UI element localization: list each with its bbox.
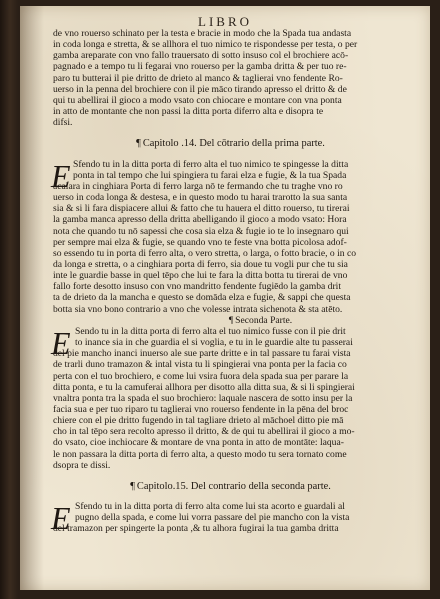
text-line: fallo forte desotto insuso con vno mandritto fendente fugiēdo la gamba drit xyxy=(53,281,342,293)
text-line: la gamba manca apresso della dritta abelligando il gioco a modo vsato: Hora xyxy=(53,214,347,226)
text-line: uerso in la penna del brochiere con il pie māco tirando apresso el dritto & de xyxy=(53,83,347,95)
text-line: Sfendo tu in la ditta porta di ferro alta come lui sta acorto e guardali al xyxy=(75,501,345,513)
page-text xyxy=(53,28,408,535)
section-heading xyxy=(53,315,408,326)
text-line: gamba areparate con vno fallo trauersato di sotto insuso col el brochiere acō- xyxy=(53,50,349,62)
text-line: paro tu butterai il pie dritto de drieto al manco & taglierai vno fendente Ro- xyxy=(53,72,343,84)
text-line: del pie mancho inanci inuerso ale sue parte dritte e in tal passare tu farai vista xyxy=(53,348,351,360)
text-line: so essendo tu in porta di ferro alta, o vero stretta, o larga, o fotto bracie, o in co xyxy=(53,247,356,259)
text-line: cho in tal tēpo sera recolto apresso il dritto, & de qui tu abellirai il gioco a mo- xyxy=(53,426,355,438)
page-gutter-shadow xyxy=(20,6,44,590)
text-line: ta de drieto da la mancha e questo se domāda elza e fugie, & sappi che questa xyxy=(53,292,351,304)
chapter-heading-14 xyxy=(53,138,408,149)
text-line: le non passara la ditta porta di ferro alta, a questo modo tu sera tornato come xyxy=(53,448,347,460)
chapter-heading-15 xyxy=(53,481,408,492)
text-line: facia sua e per tuo riparo tu taglierai vno rouerso fendente in la pēna del broc xyxy=(53,404,349,415)
running-head: LIBRO xyxy=(198,14,252,29)
paragraph-block-1 xyxy=(53,28,408,128)
text-line: perta con el tuo brochiero, e come lui vsira fuora dela spada sua per parare la xyxy=(53,370,349,382)
text-line: per sempre mai elza & fugie, se quando vno te feste vna botta picolosa adof- xyxy=(53,236,347,248)
paragraph-block-3 xyxy=(53,326,408,471)
chapter-heading-text: Capitolo .14. Del cōtrario della prima parte. xyxy=(142,138,325,150)
text-line: pagnado e a tempo tu li fegarai vno rouerso per la gamba dritta & per tuo re- xyxy=(53,61,347,73)
text-line: de trarli duno tramazon & intal vista tu li spingierai vna ponta per la facia co xyxy=(53,359,347,371)
drop-cap: E xyxy=(51,157,71,194)
text-line: vnaltra ponta tra la spada el suo brochiero: laquale nascera de sotto insu per la xyxy=(53,392,353,404)
book-page xyxy=(20,6,430,590)
text-line: do vsato, cioe inchiocare & montare de vna ponta in atto de montāte: laqua- xyxy=(53,437,344,449)
text-line: Sendo tu in la ditta porta di ferro alta el tuo nimico fusse con il pie drit xyxy=(75,325,346,337)
chapter-heading-text: Capitolo.15. Del contrario della seconda parte. xyxy=(136,480,331,492)
text-line: qui tu abellirai il gioco a modo vsato con chiocare e montare con vna ponta xyxy=(53,94,342,106)
text-line: pugno della spada, e come lui vorra passare del pie mancho con la vista xyxy=(75,512,350,524)
paragraph-block-4 xyxy=(51,500,408,537)
pilcrow-icon: ¶ xyxy=(228,314,234,326)
text-line: chiere con el pie dritto fugendo in tal tagliare drieto al māchoel ditto pie mā xyxy=(53,415,344,427)
text-line: in atto de montante che non passi la ditta porta diferro alta e disopra te xyxy=(53,106,324,118)
text-line: inte le guardie basse in quel tēpo che lui te fara la ditta botta tu tirerai de vno xyxy=(53,270,348,282)
text-line: Sfendo tu in la ditta porta di ferro alta el tuo nimico te spingesse la ditta xyxy=(73,158,349,170)
text-line: botta sia vno bono contrario a vno che volesse intrata sichenota & sta atēto. xyxy=(53,303,343,315)
section-heading-text: Seconda Parte. xyxy=(235,314,293,326)
drop-cap: E xyxy=(51,324,71,361)
text-line: ponta in tal tempo che lui spingiera tu farai elza e fugie, & la tua Spada xyxy=(73,169,347,181)
text-line: in coda longa e stretta, & se allhora el tuo nimico te rispondesse per testa, o per xyxy=(53,39,358,51)
text-line: de vno rouerso schinato per la testa e bracie in modo che la Spada tua andasta xyxy=(53,28,352,39)
text-line: difsi. xyxy=(53,117,73,129)
text-line: dsopra te dissi. xyxy=(53,459,111,471)
pilcrow-icon: ¶ xyxy=(130,480,135,492)
text-line: uerso in coda longa & destesa, e in questo modo tu harai trarotto la sua santa xyxy=(53,192,348,204)
text-line: acalara in cinghiara Porta di ferro larga nō te fermando che tu traghe vno ro xyxy=(53,180,343,192)
text-line: ditta ponta, e tu la camuferai allhora per disotto alla ditta sua, & si li spingierai xyxy=(53,381,355,393)
pilcrow-icon: ¶ xyxy=(136,138,141,150)
text-line: to inance sia in che guardia el si voglia, e tu in le guardie alte tu passerai xyxy=(75,337,353,349)
text-line: nota che quando tu nō sapessi che cosa sia elza & fugie io te lo insegnaro qui xyxy=(53,225,349,237)
paragraph-block-2 xyxy=(53,159,408,315)
drop-cap: E xyxy=(51,500,71,537)
text-line: da longa e stretta, o a cinghiara porta di ferro, sia doue tu vogli pur che tu sia xyxy=(53,258,348,270)
text-line: del tramazon per spingerte la ponta ,& tu alhora fugirai la tua gamba dritta xyxy=(53,523,339,535)
text-line: sia & si li fara dispiacere allui & fatto che tu hauera el ditto rouerso, tu tirerai xyxy=(53,203,350,215)
